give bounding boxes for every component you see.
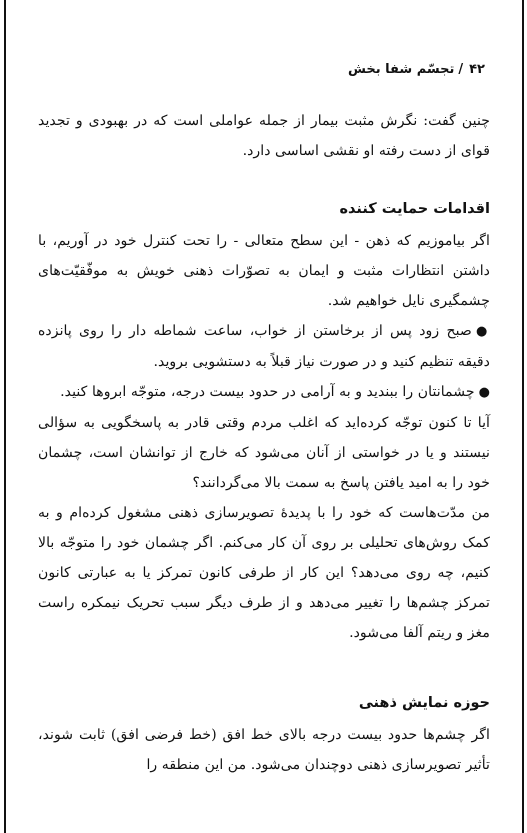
bullet-text: صبح زود پس از برخاستن از خواب، ساعت شماطه دار را روی پانزده دقیقه تنظیم کنید و در صورت نیاز قبلاً به دستشویی بروید. [38,323,490,370]
bullet-item [38,316,490,377]
section-heading-mental-display-area: حوزه نمایش ذهنی [358,695,490,711]
page-body [38,106,490,780]
bullet-text: چشمانتان را ببندید و به آرامی در حدود بیست درجه، متوجّه ابروها کنید. [60,384,475,400]
bullet-icon: ● [478,385,490,400]
running-head [348,62,485,77]
section-paragraph: اگر بیاموزیم که ذهن - این سطح متعالی - را تحت کنترل خود در آوریم، با داشتن انتظارات مثبت و ایمان به تصوّرات ذهنی خویش به موفّقیّت‌های چشمگیری نایل خواهیم شد. [38,233,490,309]
bullet-icon: ● [475,324,491,339]
research-paragraph: من مدّت‌هاست که خود را با پدیدهٔ تصویرسازی ذهنی مشغول کرده‌ام و به کمک روش‌های تحلیلی بر روی آن کار می‌کنم. اگر چشمان خود را متوجّه بالا کنیم، چه روی می‌دهد؟ این کار از طرفی کانون تمرکز یا به عبارتی کانون تمرکز چشم‌ها را تغییر می‌دهد و از طرف دیگر سبب تحریک نیمکره راست مغز و ریتم آلفا می‌شود. [38,505,490,641]
question-paragraph: آیا تا کنون توجّه کرده‌اید که اغلب مردم وقتی قادر به پاسخگویی به سؤالی نیستند و یا در خواستی از آنان می‌شود که خارج از توانشان است، چشمان خود را به امید یافتن پاسخ به سمت بالا می‌گردانند؟ [38,415,490,491]
running-head-separator: / [458,62,464,77]
page-number: ۴۲ [469,62,485,77]
intro-paragraph: چنین گفت: نگرش مثبت بیمار از جمله عواملی است که در بهبودی و تجدید قوای از دست رفته او نقشی اساسی دارد. [38,113,490,159]
section-paragraph: اگر چشم‌ها حدود بیست درجه بالای خط افق (خط فرضی افق) ثابت شوند، تأثیر تصویرسازی ذهنی دوچندان می‌شود. من این منطقه را [38,727,490,773]
book-title: تجسّم شفا بخش [348,62,455,77]
page-right-border [522,0,524,833]
bullet-item [38,377,490,408]
section-heading-supportive-measures: اقدامات حمایت کننده [339,201,490,217]
page-left-border [4,0,6,833]
